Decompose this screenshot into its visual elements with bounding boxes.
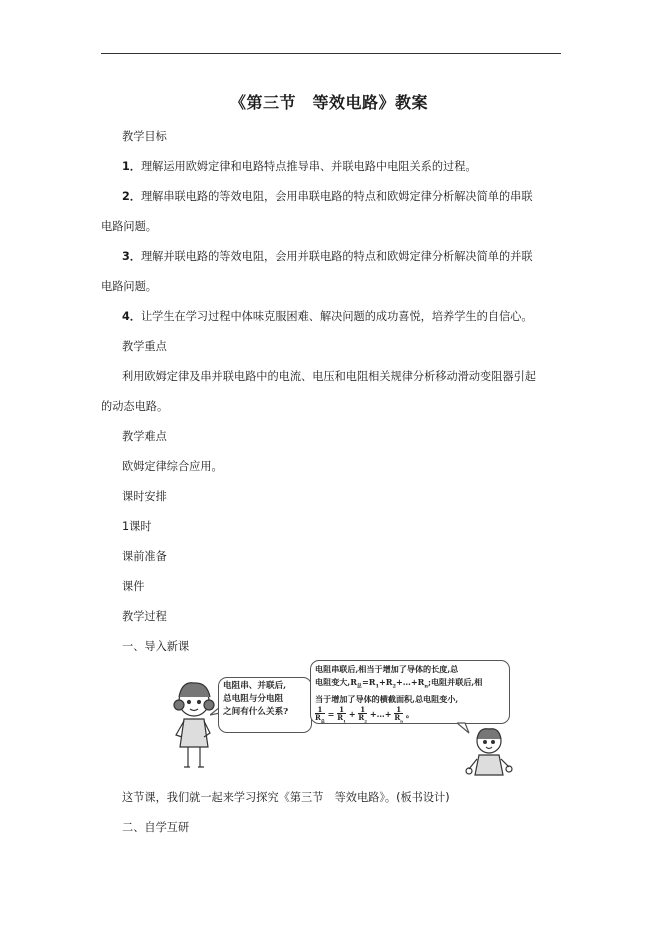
girl-bubble-line-2: 总电阻与分电阻 bbox=[223, 694, 284, 704]
goal-2-number: 2． bbox=[122, 190, 141, 203]
goal-4-number: 4． bbox=[122, 310, 141, 323]
boy-bubble-line-1: 电阻串联后,相当于增加了导体的长度,总 bbox=[315, 664, 459, 674]
difficulties-text: 欧姆定律综合应用。 bbox=[122, 460, 223, 473]
process-heading: 教学过程 bbox=[122, 610, 167, 623]
goal-3-line-1 bbox=[122, 248, 533, 264]
boy-bubble-line-3: 当于增加了导体的横截面积,总电阻变小, bbox=[315, 693, 459, 704]
goal-3-text: 理解并联电路的等效电阻，会用并联电路的特点和欧姆定律分析解决简单的并联 bbox=[140, 250, 533, 263]
intro-heading: 一、导入新课 bbox=[122, 640, 190, 653]
girl-bubble-line-3: 之间有什么关系? bbox=[223, 707, 289, 717]
parallel-resistance-formula: $\frac{1}{R_总}$ = $\frac{1}{R_1}$ + $\frac{1}{R_2}$ +…+ $\frac{1}{R_n}$ 。 bbox=[315, 705, 414, 724]
page-title: 《第三节 等效电路》教案 bbox=[229, 93, 428, 112]
boy-figure-icon bbox=[465, 725, 513, 780]
goal-2-line-2: 电路问题。 bbox=[101, 220, 157, 233]
girl-bubble-line-1: 电阻串、并联后, bbox=[223, 681, 287, 691]
goal-1-text: 理解运用欧姆定律和电路特点推导串、并联电路中电阻关系的过程。 bbox=[140, 160, 477, 173]
self-study-heading: 二、自学互研 bbox=[122, 821, 190, 834]
key-points-line-1: 利用欧姆定律及串并联电路中的电流、电压和电阻相关规律分析移动滑动变阻器引起 bbox=[122, 370, 536, 383]
boy-speech-bubble bbox=[310, 660, 510, 724]
prep-text: 课件 bbox=[122, 580, 145, 593]
goal-4-text: 让学生在学习过程中体味克服困难、解决问题的成功喜悦，培养学生的自信心。 bbox=[140, 310, 533, 323]
goal-1 bbox=[122, 158, 477, 174]
header-rule bbox=[101, 53, 561, 54]
goal-4 bbox=[122, 308, 533, 324]
difficulties-heading: 教学难点 bbox=[122, 430, 167, 443]
goal-2-text: 理解串联电路的等效电阻，会用串联电路的特点和欧姆定律分析解决简单的串联 bbox=[140, 190, 533, 203]
schedule-text: 1课时 bbox=[122, 520, 152, 533]
prep-heading: 课前准备 bbox=[122, 550, 167, 563]
dialogue-illustration bbox=[170, 655, 515, 780]
goal-3-number: 3． bbox=[122, 250, 141, 263]
goal-2-line-1 bbox=[122, 188, 533, 204]
key-points-line-2: 的动态电路。 bbox=[101, 400, 169, 413]
boy-bubble-line-2: 电阻变大$,R_总=R_1+R_2+\dots+R_n$;电阻并联后,相 bbox=[315, 676, 483, 690]
goal-3-line-2: 电路问题。 bbox=[101, 280, 157, 293]
girl-figure-icon bbox=[170, 675, 220, 780]
girl-speech-bubble bbox=[218, 677, 312, 733]
key-points-heading: 教学重点 bbox=[122, 340, 167, 353]
schedule-heading: 课时安排 bbox=[122, 490, 167, 503]
goals-heading: 教学目标 bbox=[122, 130, 167, 143]
intro-text: 这节课，我们就一起来学习探究《第三节 等效电路》。(板书设计) bbox=[122, 791, 450, 804]
goal-1-number: 1． bbox=[122, 160, 141, 173]
